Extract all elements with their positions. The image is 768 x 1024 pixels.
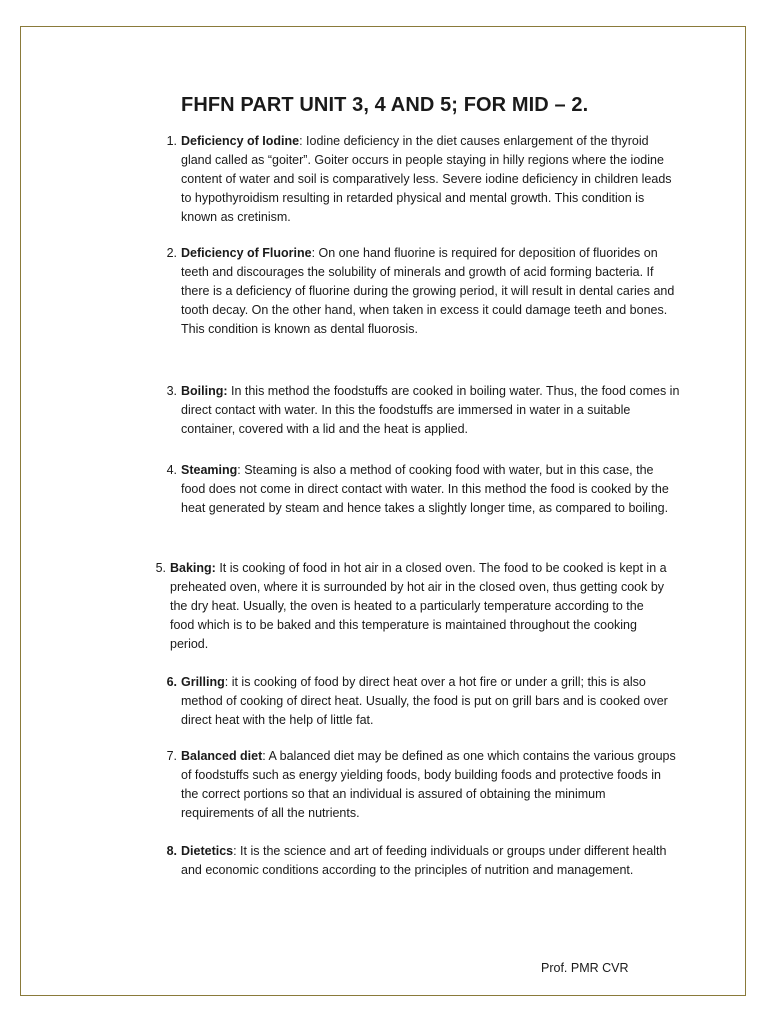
list-item-boiling [166, 382, 681, 439]
list-item-dietetics [166, 842, 681, 880]
list-number: 4. [166, 463, 177, 477]
list-item-fluorine [166, 244, 681, 339]
list-item-balanced-diet [166, 747, 681, 823]
list-term: Boiling: [181, 384, 228, 398]
list-term: Baking: [170, 561, 216, 575]
list-term: Deficiency of Fluorine [181, 246, 312, 260]
list-text: In this method the foodstuffs are cooked in boiling water. Thus, the food comes in direct contact with water. In this the foodstuffs are immersed in water in a suitable container, covered with a lid and the heat is applied. [181, 384, 680, 436]
list-number: 1. [166, 134, 177, 148]
list-text: : A balanced diet may be defined as one which contains the various groups of foodstuffs such as energy yielding foods, body building foods and protective foods in the correct portions so that an individual is assured of obtaining the minimum requirements of all the nutrients. [181, 749, 676, 820]
list-text: : Steaming is also a method of cooking food with water, but in this case, the food does not come in direct contact with water. In this method the food is cooked by the heat generated by steam and hence takes a slightly longer time, as compared to boiling. [181, 463, 669, 515]
list-term: Balanced diet [181, 749, 263, 763]
list-text: : On one hand fluorine is required for deposition of fluorides on teeth and discourages the solubility of minerals and growth of acid forming bacteria. If there is a deficiency of fluorine during the growing period, it will result in dental caries and tooth decay. On the other hand, when taken in excess it could damage teeth and bones. This condition is known as dental fluorosis. [181, 246, 675, 336]
list-text: : it is cooking of food by direct heat over a hot fire or under a grill; this is also method of cooking of direct heat. Usually, the food is put on grill bars and is cooked over direct heat with the help of little fat. [181, 675, 668, 727]
list-item-iodine [166, 132, 681, 227]
list-item-baking [155, 559, 670, 654]
list-number: 8. [166, 844, 177, 858]
list-item-grilling [166, 673, 681, 730]
list-item-steaming [166, 461, 681, 518]
list-number: 3. [166, 384, 177, 398]
list-term: Grilling [181, 675, 225, 689]
author-signature: Prof. PMR CVR [541, 961, 629, 975]
list-term: Dietetics [181, 844, 234, 858]
list-text: It is cooking of food in hot air in a closed oven. The food to be cooked is kept in a preheated oven, where it is surrounded by hot air in the closed oven, thus getting cook by the dry heat. Usually, the oven is heated to a particularly temperature according to the food which is to be baked and this temperature is maintained throughout the cooking period. [170, 561, 667, 651]
list-number: 6. [166, 675, 177, 689]
list-number: 5. [155, 561, 166, 575]
list-term: Steaming [181, 463, 238, 477]
list-number: 7. [166, 749, 177, 763]
list-text: : It is the science and art of feeding individuals or groups under different health and economic conditions according to the principles of nutrition and management. [181, 844, 667, 877]
list-text: : Iodine deficiency in the diet causes enlargement of the thyroid gland called as “goiter”. Goiter occurs in people staying in hilly regions where the iodine content of water and soil is comparatively less. Severe iodine deficiency in children leads to hypothyroidism resulting in retarded physical and mental growth. This condition is known as cretinism. [181, 134, 672, 224]
list-term: Deficiency of Iodine [181, 134, 300, 148]
page-title: FHFN PART UNIT 3, 4 AND 5; FOR MID – 2. [181, 94, 589, 116]
list-number: 2. [166, 246, 177, 260]
